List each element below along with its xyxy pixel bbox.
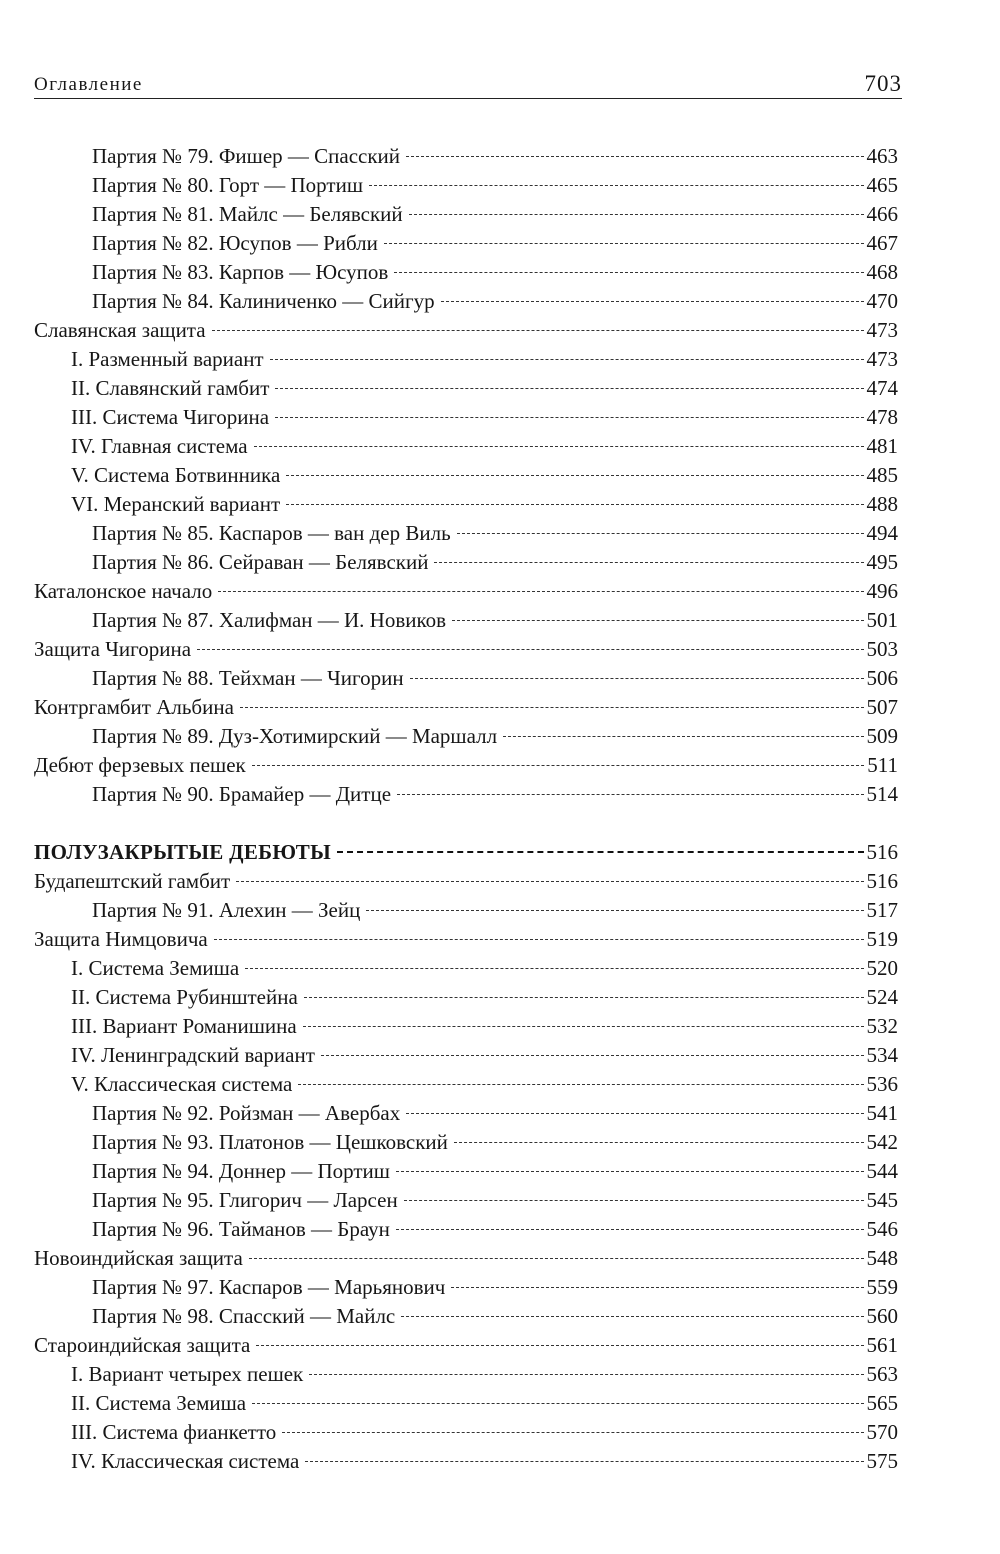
dash-leader	[286, 504, 863, 505]
toc-entry-title: Защита Чигорина	[34, 637, 192, 661]
toc-subsection-entry[interactable]	[34, 403, 898, 432]
toc-entry-page: 485	[866, 463, 898, 487]
toc-game-entry[interactable]	[34, 229, 898, 258]
toc-entry-page: 516	[866, 840, 898, 864]
toc-entry-page: 495	[866, 550, 898, 574]
dash-leader	[275, 417, 863, 418]
toc-entry-page: 544	[866, 1159, 898, 1183]
toc-entry-page: 506	[866, 666, 898, 690]
toc-entry-page: 519	[866, 927, 898, 951]
dash-leader	[454, 1142, 864, 1143]
dash-leader	[240, 707, 864, 708]
toc-entry-page: 565	[866, 1391, 898, 1415]
toc-entry-title: Новоиндийская защита	[34, 1246, 243, 1270]
dash-leader	[452, 620, 863, 621]
toc-entry-title: Партия № 85. Каспаров — ван дер Виль	[92, 521, 451, 545]
dash-leader	[401, 1316, 863, 1317]
toc-entry-title: VI. Меранский вариант	[71, 492, 281, 516]
toc-entry-title: Партия № 96. Тайманов — Браун	[92, 1217, 390, 1241]
toc-entry-title: Партия № 84. Калиниченко — Сийгур	[92, 289, 435, 313]
toc-entry-title: Партия № 91. Алехин — Зейц	[92, 898, 361, 922]
toc-game-entry[interactable]	[34, 258, 898, 287]
toc-entry-page: 494	[866, 521, 898, 545]
toc-entry-title: Партия № 90. Брамайер — Дитце	[92, 782, 392, 806]
toc-entry-page: 560	[866, 1304, 898, 1328]
dash-leader	[236, 881, 863, 882]
toc-entry-page: 520	[866, 956, 898, 980]
toc-entry-title: Староиндийская защита	[34, 1333, 251, 1357]
toc-entry-page: 474	[866, 376, 898, 400]
toc-game-entry[interactable]	[34, 548, 898, 577]
page-header	[34, 68, 902, 99]
dash-leader	[197, 649, 863, 650]
toc-subsection-entry[interactable]	[34, 983, 898, 1012]
toc-entry-title: Партия № 92. Ройзман — Авербах	[92, 1101, 401, 1125]
toc-subsection-entry[interactable]	[34, 954, 898, 983]
toc-section-entry[interactable]	[34, 925, 898, 954]
toc-entry-title: Партия № 95. Глигорич — Ларсен	[92, 1188, 398, 1212]
toc-subsection-entry[interactable]	[34, 1070, 898, 1099]
toc-entry-title: Каталонское начало	[34, 579, 213, 603]
toc-entry-title: Партия № 93. Платонов — Цешковский	[92, 1130, 448, 1154]
toc-entry-title: ПОЛУЗАКРЫТЫЕ ДЕБЮТЫ	[34, 840, 332, 864]
toc-group	[34, 142, 898, 809]
toc-subsection-entry[interactable]	[34, 461, 898, 490]
dash-leader	[369, 185, 864, 186]
dash-leader	[270, 359, 864, 360]
dash-leader	[410, 678, 864, 679]
dash-leader	[397, 794, 863, 795]
dash-leader	[304, 997, 864, 998]
dash-leader	[286, 475, 863, 476]
toc-entry-page: 563	[866, 1362, 898, 1386]
toc-entry-title: IV. Классическая система	[71, 1449, 300, 1473]
toc-subsection-entry[interactable]	[34, 1041, 898, 1070]
toc-entry-title: Партия № 94. Доннер — Портиш	[92, 1159, 390, 1183]
toc-game-entry[interactable]	[34, 287, 898, 316]
toc-subsection-entry[interactable]	[34, 490, 898, 519]
toc-entry-title: V. Система Ботвинника	[71, 463, 281, 487]
toc-entry-page: 507	[866, 695, 898, 719]
dash-leader	[384, 243, 864, 244]
toc-entry-title: I. Система Земиша	[71, 956, 240, 980]
dash-leader	[282, 1432, 863, 1433]
dash-leader	[321, 1055, 864, 1056]
table-of-contents	[34, 142, 898, 1505]
toc-entry-page: 575	[866, 1449, 898, 1473]
toc-entry-title: Партия № 89. Дуз-Хотимирский — Маршалл	[92, 724, 498, 748]
toc-entry-page: 503	[866, 637, 898, 661]
toc-entry-page: 561	[866, 1333, 898, 1357]
toc-section-entry[interactable]	[34, 1331, 898, 1360]
toc-subsection-entry[interactable]	[34, 1418, 898, 1447]
dash-leader	[396, 1171, 864, 1172]
toc-entry-title: I. Вариант четырех пешек	[71, 1362, 304, 1386]
toc-entry-title: III. Система фианкетто	[71, 1420, 277, 1444]
toc-game-entry[interactable]	[34, 171, 898, 200]
toc-game-entry[interactable]	[34, 1099, 898, 1128]
toc-entry-page: 467	[866, 231, 898, 255]
toc-entry-page: 542	[866, 1130, 898, 1154]
toc-entry-page: 473	[866, 318, 898, 342]
toc-entry-title: III. Вариант Романишина	[71, 1014, 297, 1038]
toc-game-entry[interactable]	[34, 142, 898, 171]
toc-section-entry[interactable]	[34, 867, 898, 896]
dash-leader	[434, 562, 863, 563]
toc-entry-title: III. Система Чигорина	[71, 405, 270, 429]
dash-leader	[303, 1026, 864, 1027]
toc-entry-page: 514	[866, 782, 898, 806]
dash-leader	[396, 1229, 864, 1230]
toc-entry-page: 496	[866, 579, 898, 603]
dash-leader	[254, 446, 864, 447]
toc-entry-title: Партия № 80. Горт — Портиш	[92, 173, 363, 197]
dash-leader	[394, 272, 863, 273]
dash-leader	[337, 851, 863, 853]
toc-subsection-entry[interactable]	[34, 1012, 898, 1041]
toc-entry-title: Партия № 79. Фишер — Спасский	[92, 144, 401, 168]
dash-leader	[252, 1403, 863, 1404]
toc-entry-page: 516	[866, 869, 898, 893]
toc-game-entry[interactable]	[34, 780, 898, 809]
toc-entry-title: Партия № 81. Майлс — Белявский	[92, 202, 403, 226]
toc-entry-title: Партия № 83. Карпов — Юсупов	[92, 260, 389, 284]
toc-subsection-entry[interactable]	[34, 345, 898, 374]
dash-leader	[214, 939, 864, 940]
dash-leader	[406, 156, 863, 157]
dash-leader	[457, 533, 864, 534]
toc-entry-page: 532	[866, 1014, 898, 1038]
toc-entry-title: IV. Главная система	[71, 434, 248, 458]
toc-entry-title: Контргамбит Альбина	[34, 695, 234, 719]
toc-game-entry[interactable]	[34, 606, 898, 635]
dash-leader	[275, 388, 863, 389]
dash-leader	[218, 591, 863, 592]
dash-leader	[256, 1345, 863, 1346]
toc-group	[34, 838, 898, 1476]
dash-leader	[441, 301, 864, 302]
toc-entry-title: Партия № 98. Спасский — Майлс	[92, 1304, 396, 1328]
toc-entry-page: 545	[866, 1188, 898, 1212]
toc-game-entry[interactable]	[34, 1215, 898, 1244]
toc-entry-title: Славянская защита	[34, 318, 206, 342]
toc-entry-page: 524	[866, 985, 898, 1009]
dash-leader	[503, 736, 863, 737]
toc-game-entry[interactable]	[34, 896, 898, 925]
toc-entry-page: 501	[866, 608, 898, 632]
toc-entry-page: 559	[866, 1275, 898, 1299]
toc-game-entry[interactable]	[34, 519, 898, 548]
toc-entry-title: Будапештский гамбит	[34, 869, 231, 893]
toc-entry-title: Партия № 86. Сейраван — Белявский	[92, 550, 429, 574]
toc-entry-page: 511	[867, 753, 898, 777]
dash-leader	[298, 1084, 863, 1085]
toc-entry-title: II. Система Земиша	[71, 1391, 247, 1415]
dash-leader	[245, 968, 863, 969]
toc-part-heading[interactable]	[34, 838, 898, 867]
toc-entry-title: Защита Нимцовича	[34, 927, 208, 951]
toc-game-entry[interactable]	[34, 1186, 898, 1215]
toc-entry-title: I. Разменный вариант	[71, 347, 264, 371]
toc-entry-page: 481	[866, 434, 898, 458]
toc-entry-page: 536	[866, 1072, 898, 1096]
dash-leader	[406, 1113, 863, 1114]
toc-subsection-entry[interactable]	[34, 1389, 898, 1418]
toc-game-entry[interactable]	[34, 1128, 898, 1157]
toc-entry-page: 488	[866, 492, 898, 516]
toc-game-entry[interactable]	[34, 722, 898, 751]
dash-leader	[249, 1258, 864, 1259]
toc-entry-page: 517	[866, 898, 898, 922]
toc-entry-title: Дебют ферзевых пешек	[34, 753, 246, 777]
toc-subsection-entry[interactable]	[34, 374, 898, 403]
toc-entry-page: 509	[866, 724, 898, 748]
toc-entry-page: 478	[866, 405, 898, 429]
toc-section-entry[interactable]	[34, 751, 898, 780]
toc-entry-page: 468	[866, 260, 898, 284]
toc-entry-title: II. Славянский гамбит	[71, 376, 270, 400]
toc-entry-page: 470	[866, 289, 898, 313]
dash-leader	[309, 1374, 863, 1375]
toc-subsection-entry[interactable]	[34, 1360, 898, 1389]
toc-subsection-entry[interactable]	[34, 1447, 898, 1476]
toc-section-entry[interactable]	[34, 1244, 898, 1273]
dash-leader	[451, 1287, 863, 1288]
toc-section-entry[interactable]	[34, 577, 898, 606]
toc-entry-page: 463	[866, 144, 898, 168]
toc-section-entry[interactable]	[34, 693, 898, 722]
toc-entry-title: Партия № 87. Халифман — И. Новиков	[92, 608, 447, 632]
toc-entry-title: II. Система Рубинштейна	[71, 985, 298, 1009]
toc-game-entry[interactable]	[34, 200, 898, 229]
toc-entry-page: 570	[866, 1420, 898, 1444]
toc-entry-page: 546	[866, 1217, 898, 1241]
toc-entry-page: 548	[866, 1246, 898, 1270]
dash-leader	[404, 1200, 864, 1201]
toc-game-entry[interactable]	[34, 1273, 898, 1302]
toc-entry-title: Партия № 97. Каспаров — Марьянович	[92, 1275, 446, 1299]
page-number: 703	[864, 71, 902, 96]
dash-leader	[252, 765, 865, 766]
toc-game-entry[interactable]	[34, 664, 898, 693]
toc-entry-title: IV. Ленинградский вариант	[71, 1043, 315, 1067]
toc-entry-title: Партия № 82. Юсупов — Рибли	[92, 231, 378, 255]
toc-entry-title: V. Классическая система	[71, 1072, 293, 1096]
toc-subsection-entry[interactable]	[34, 432, 898, 461]
dash-leader	[409, 214, 864, 215]
toc-game-entry[interactable]	[34, 1302, 898, 1331]
toc-entry-page: 466	[866, 202, 898, 226]
toc-entry-page: 541	[866, 1101, 898, 1125]
running-title: Оглавление	[34, 74, 143, 95]
dash-leader	[305, 1461, 863, 1462]
toc-game-entry[interactable]	[34, 1157, 898, 1186]
toc-entry-page: 465	[866, 173, 898, 197]
toc-section-entry[interactable]	[34, 316, 898, 345]
toc-entry-page: 534	[866, 1043, 898, 1067]
toc-section-entry[interactable]	[34, 635, 898, 664]
dash-leader	[366, 910, 863, 911]
toc-entry-title: Партия № 88. Тейхман — Чигорин	[92, 666, 404, 690]
toc-entry-page: 473	[866, 347, 898, 371]
dash-leader	[212, 330, 864, 331]
